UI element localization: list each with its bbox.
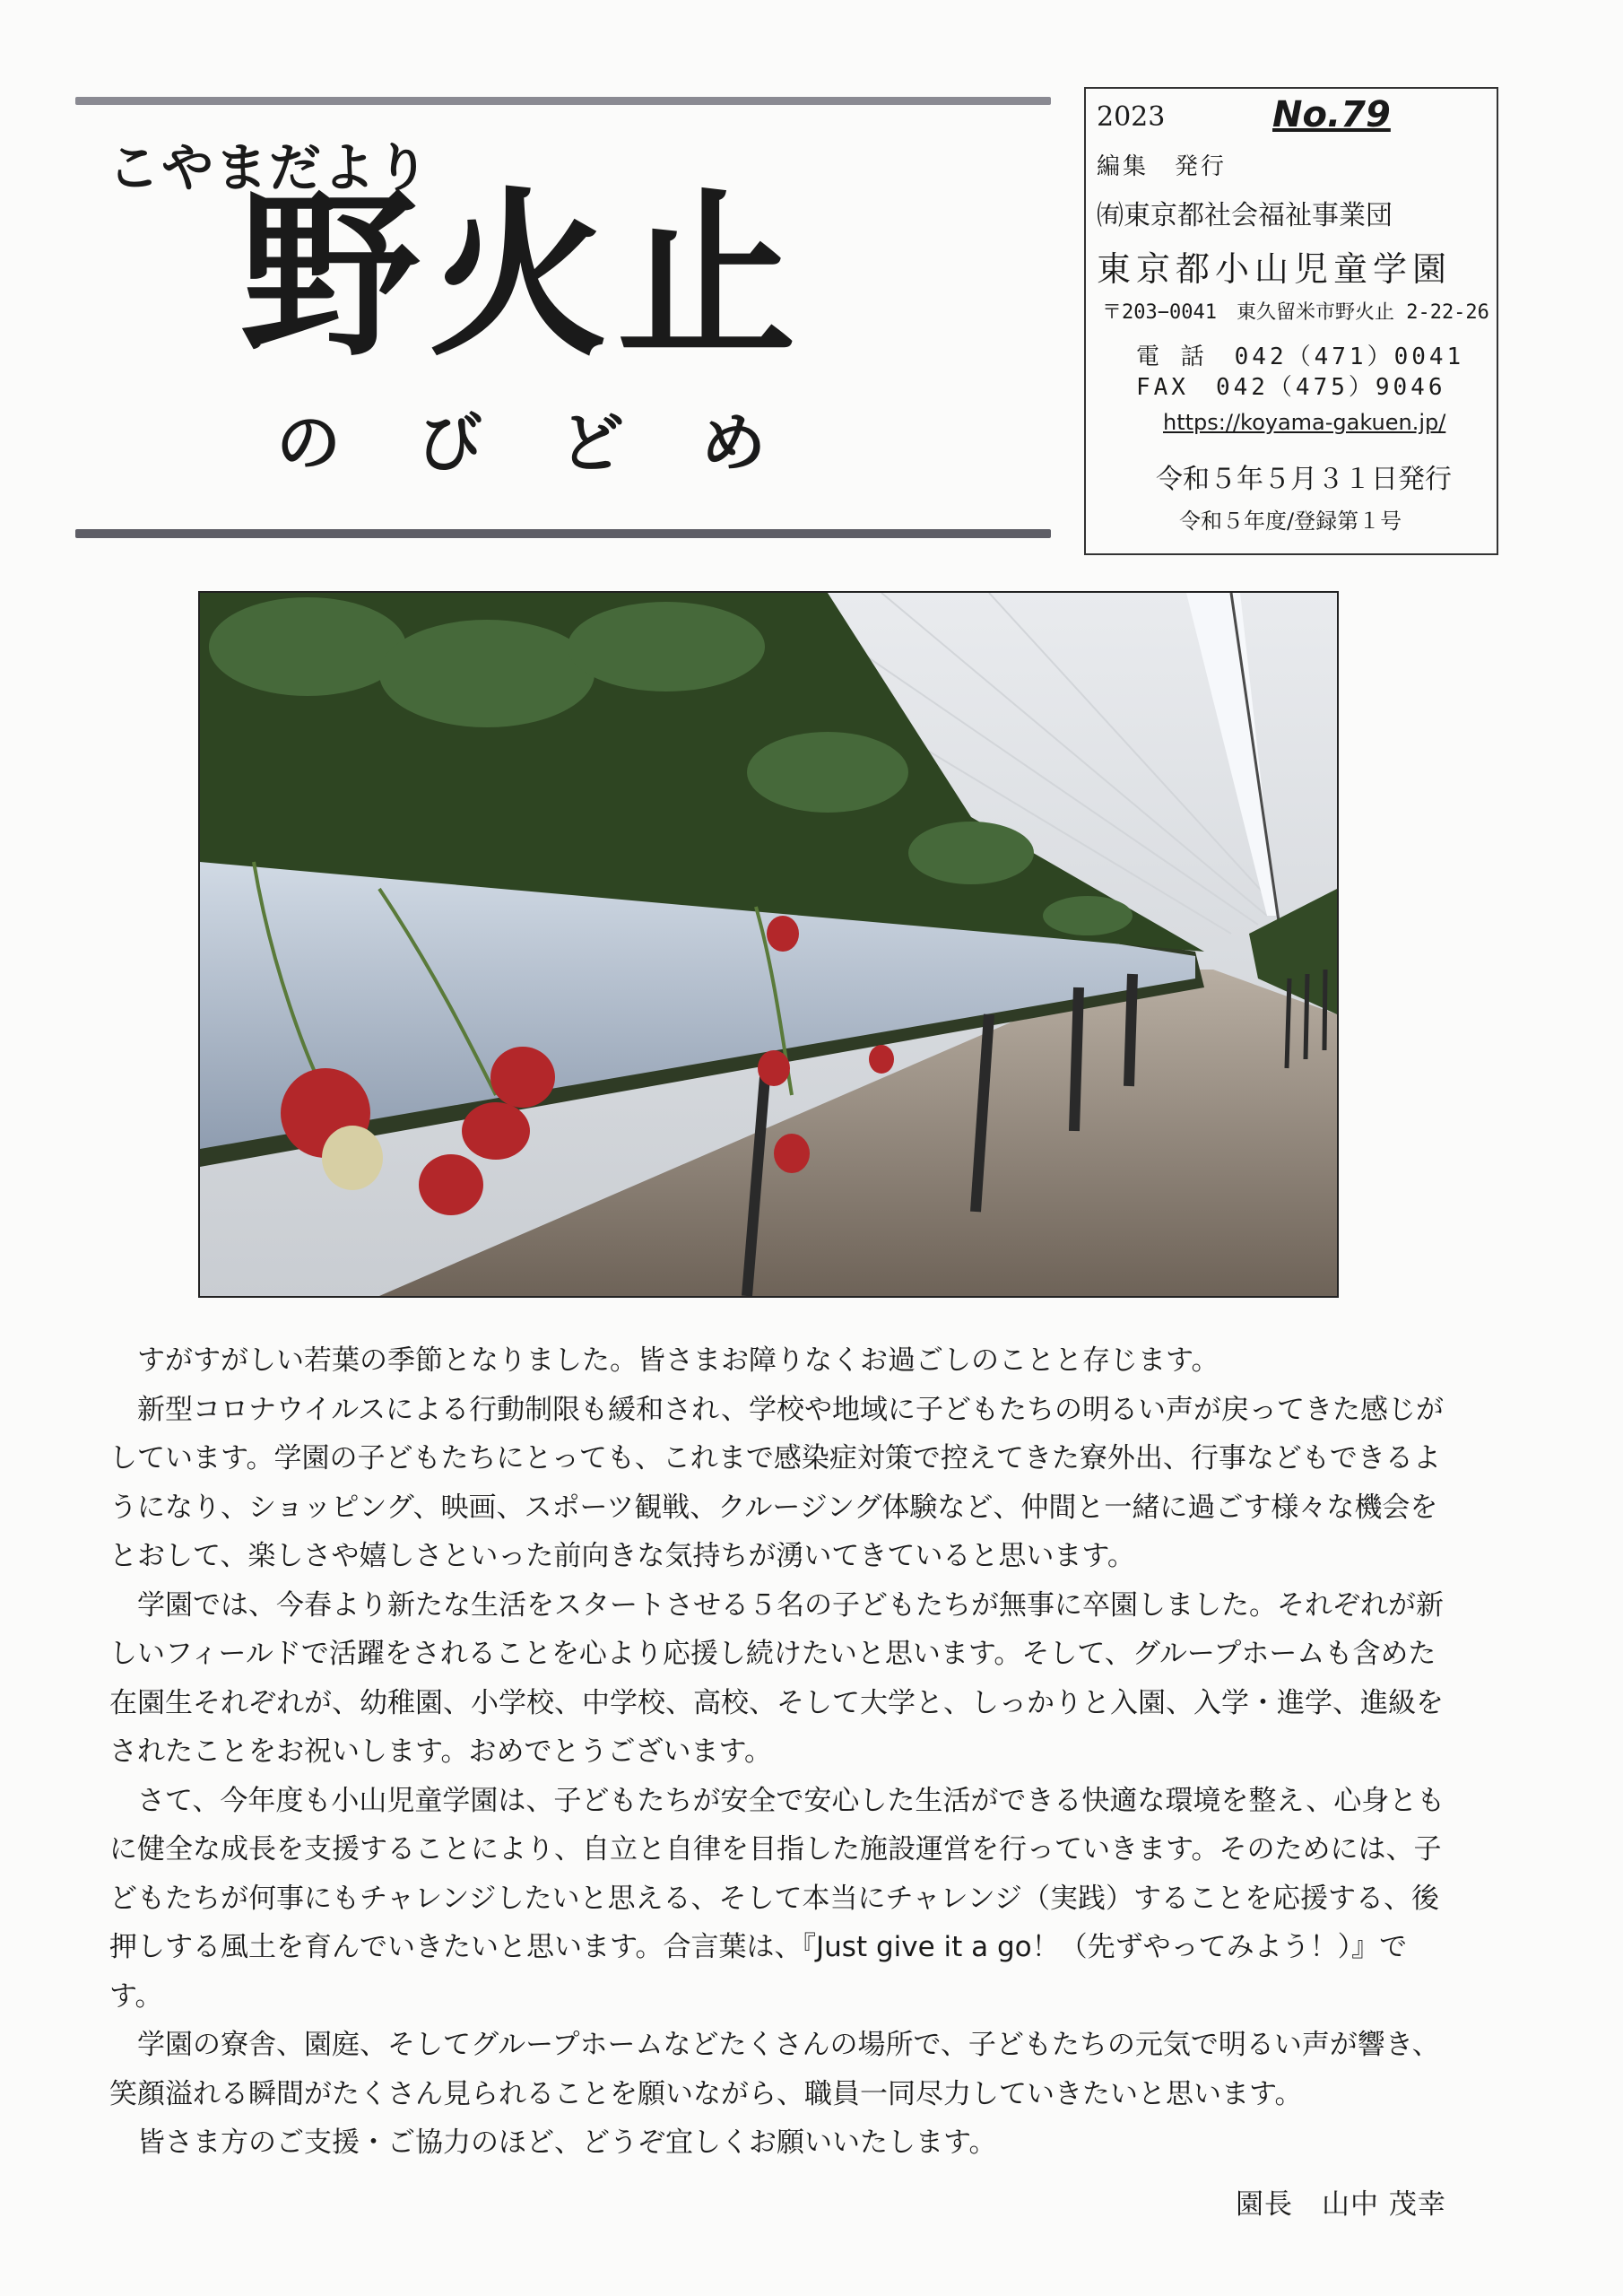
corporation-name: ㈲東京都社会福祉事業団 [1097, 200, 1393, 231]
photo-illustration [200, 593, 1337, 1296]
strawberry-greenhouse-photo [198, 591, 1339, 1298]
body-paragraph: 皆さま方のご支援・ご協力のほど、どうぞ宜しくお願いいたします。 [137, 2126, 997, 2159]
body-paragraph: 学園の寮舎、園庭、そしてグループホームなどたくさんの場所で、子どもたちの元気で明るい声が響き、笑顔溢れる瞬間がたくさん見られることを願いながら、職員一同尽力していきたいと思います。 [109, 2029, 1440, 2110]
issue-number: No.79 [1272, 94, 1391, 135]
header-top-rule [75, 97, 1051, 105]
postal-address: 〒203−0041 東久留米市野火止 2-22-26 [1102, 301, 1489, 324]
article-body [109, 1336, 1454, 2168]
newsletter-subtitle: こやまだより [108, 137, 431, 198]
body-paragraph: 新型コロナウイルスによる行動制限も緩和され、学校や地域に子どもたちの明るい声が戻ってきた感じがしています。学園の子どもたちにとっても、これまで感染症対策で控えてきた寮外出、行事などもできるようになり、ショッピング、映画、スポーツ観戦、クルージング体験など、仲間と一緒に過ごす様々な機会をとおして、楽しさや嬉しさといった前向きな気持ちが湧いてきていると思います。 [109, 1393, 1444, 1572]
telephone-number: 電 話 042（471）0041 [1136, 344, 1465, 370]
signature: 園長 山中 茂幸 [1236, 2188, 1446, 2221]
newsletter-title: 野火止 [240, 170, 806, 381]
publisher-info-box [1084, 87, 1498, 555]
header-bottom-rule [75, 529, 1051, 538]
body-paragraph: さて、今年度も小山児童学園は、子どもたちが安全で安心した生活ができる快適な環境を整え、心身ともに健全な成長を支援することにより、自立と自律を目指した施設運営を行っていきます。そのためには、子どもたちが何事にもチャレンジしたいと思える、そして本当にチャレンジ（実践）することを応援する、後押しする風土を育んでいきたいと思います。合言葉は、『Just give it a go！（先ずやってみよう！）』です。 [109, 1784, 1445, 2013]
body-paragraph: 学園では、今春より新たな生活をスタートさせる５名の子どもたちが無事に卒園しました。それぞれが新しいフィールドで活躍をされることを心より応援し続けたいと思います。そして、グループホームも含めた在園生それぞれが、幼稚園、小学校、中学校、高校、そして大学と、しっかりと入園、入学・進学、進級をされたことをお祝いします。おめでとうございます。 [109, 1588, 1444, 1768]
website-link[interactable]: https://koyama-gakuen.jp/ [1163, 410, 1446, 435]
publication-date: 令和５年５月３１日発行 [1156, 464, 1452, 495]
fax-number: FAX 042（475）9046 [1136, 374, 1446, 401]
registration-number: 令和５年度/登録第１号 [1179, 509, 1402, 534]
school-name: 東京都小山児童学園 [1097, 249, 1453, 289]
editor-publisher-label: 編集 発行 [1097, 153, 1228, 180]
body-paragraph: すがすがしい若葉の季節となりました。皆さまお障りなくお過ごしのことと存じます。 [137, 1344, 1219, 1377]
issue-year: 2023 [1097, 101, 1166, 133]
newsletter-title-kana: のびどめ [276, 405, 844, 481]
